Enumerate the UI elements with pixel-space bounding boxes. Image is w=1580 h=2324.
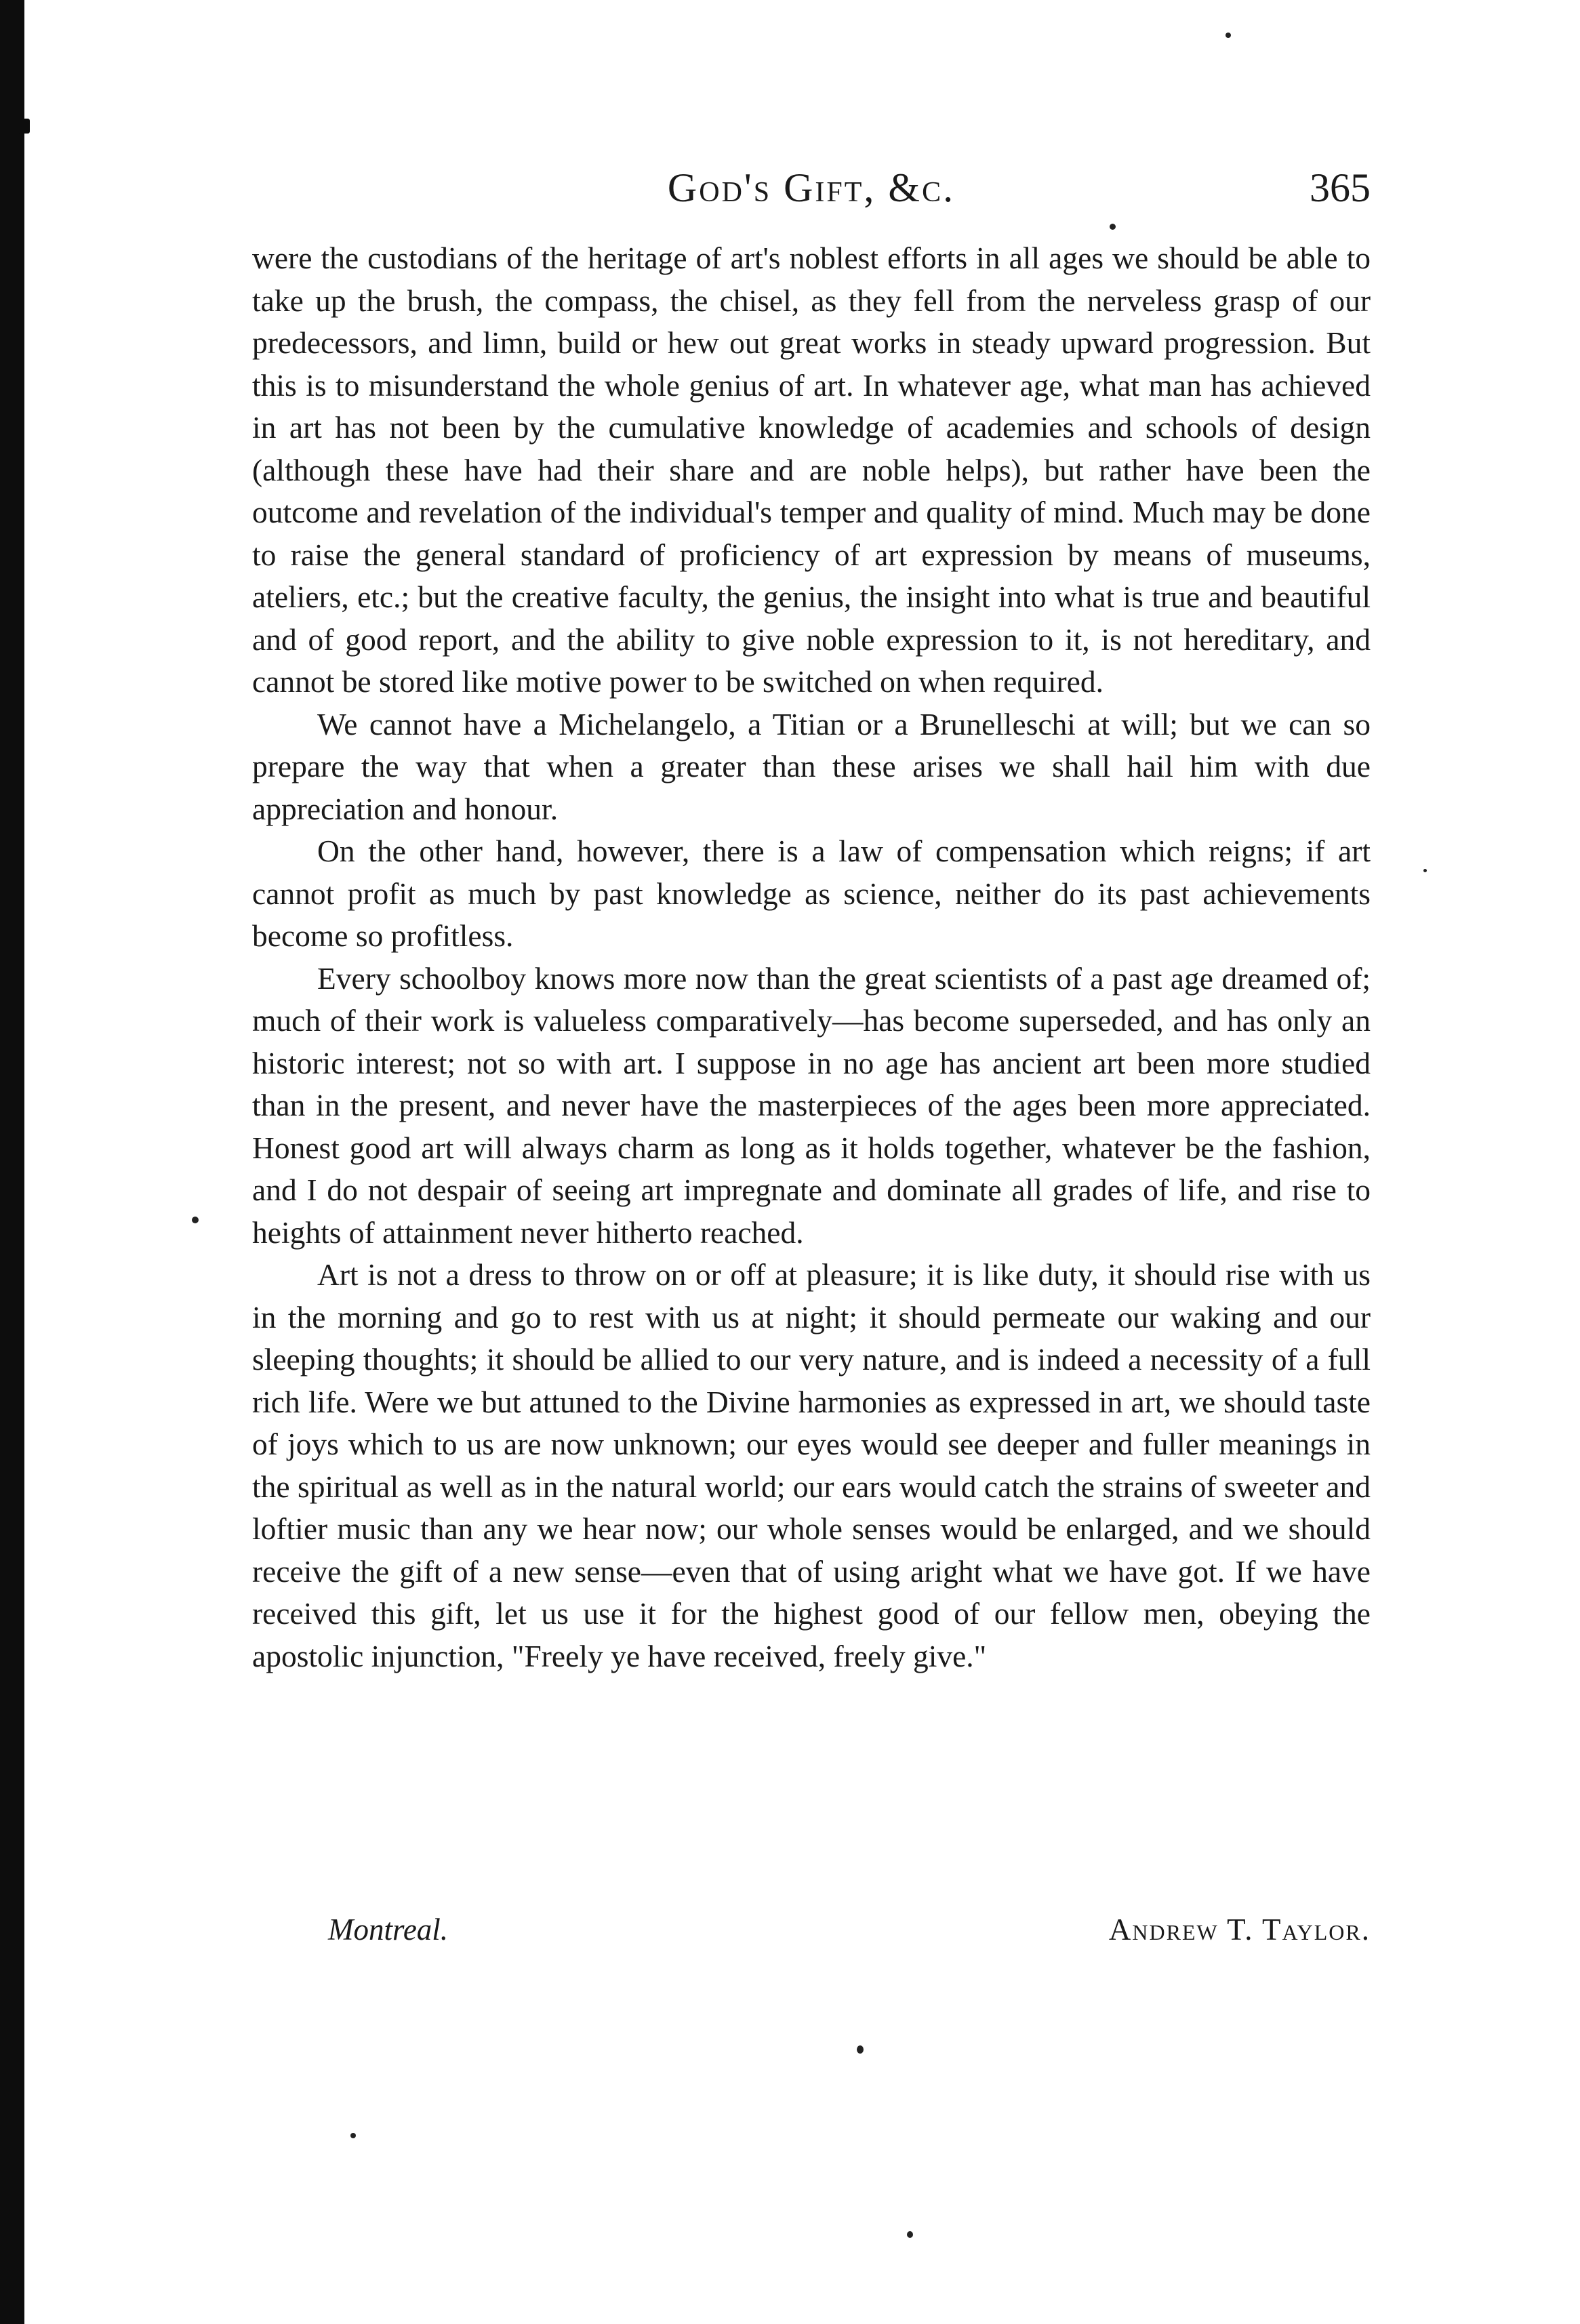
body-text <box>252 237 1371 1677</box>
signature-author: Andrew T. Taylor. <box>1108 1913 1371 1946</box>
paragraph: Every schoolboy knows more now than the great scientists of a past age dreamed of; much of their work is valueless comparatively—has become superseded, and has only an historic interest; not so with art. I suppose in no age has ancient art been more studied than in the present, and never have the masterpieces of the ages been more appreciated. Honest good art will always charm as long as it holds together, whatever be the fashion, and I do not despair of seeing art impregnate and dominate all grades of life, and rise to heights of attainment never hitherto reached. <box>252 960 1371 1250</box>
signature-line <box>252 1906 1371 1953</box>
signature-place: Montreal. <box>328 1913 449 1946</box>
scan-speck <box>1225 33 1231 38</box>
spine-notch <box>18 119 30 134</box>
scan-speck <box>857 2045 864 2054</box>
paragraph: On the other hand, however, there is a law of compensation which reigns; if art cannot profit as much by past knowledge as science, neither do its past achievements become so profitless. <box>252 834 1371 953</box>
paragraph: We cannot have a Michelangelo, a Titian or a Brunelleschi at will; but we can so prepare the way that when a greater than these arises we shall hail him with due appreciation and honour. <box>252 706 1371 826</box>
paragraph: were the custodians of the heritage of art's noblest efforts in all ages we should be able to take up the brush, the compass, the chisel, as they fell from the nerveless grasp of our predecessors, and limn, build or hew out great works in steady upward progression. But this is to misunderstand the whole genius of art. In whatever age, what man has achieved in art has not been by the cumulative knowledge of academies and schools of design (although these have had their share and are noble helps), but rather have been the outcome and revelation of the individual's temper and quality of mind. Much may be done to raise the general standard of proficiency of art expression by means of museums, ateliers, etc.; but the creative faculty, the genius, the insight into what is true and beautiful and of good report, and the ability to give noble expression to it, is not hereditary, and cannot be stored like motive power to be switched on when required. <box>252 241 1371 699</box>
scan-speck <box>907 2231 913 2238</box>
paragraph: Art is not a dress to throw on or off at pleasure; it is like duty, it should rise with us in the morning and go to rest with us at night; it should permeate our waking and our sleeping thoughts; it should be allied to our very nature, and is indeed a necessity of a full rich life. Were we but attuned to the Divine harmonies as expressed in art, we should taste of joys which to us are now unknown; our eyes would see deeper and fuller meanings in the spiritual as well as in the natural world; our ears would catch the strains of sweeter and loftier music than any we hear now; our whole senses would be enlarged, and we should receive the gift of a new sense—even that of using aright what we have got. If we have received this gift, let us use it for the highest good of our fellow men, obeying the apostolic injunction, "Freely ye have received, freely give." <box>252 1257 1371 1673</box>
page-header <box>252 157 1371 218</box>
scan-speck <box>1423 869 1427 872</box>
scan-speck <box>192 1217 199 1223</box>
page-number: 365 <box>1310 165 1371 210</box>
page-spine-edge <box>0 0 24 2324</box>
scan-speck <box>350 2133 356 2138</box>
running-title: God's Gift, &c. <box>667 165 956 210</box>
scan-speck <box>1110 224 1116 230</box>
